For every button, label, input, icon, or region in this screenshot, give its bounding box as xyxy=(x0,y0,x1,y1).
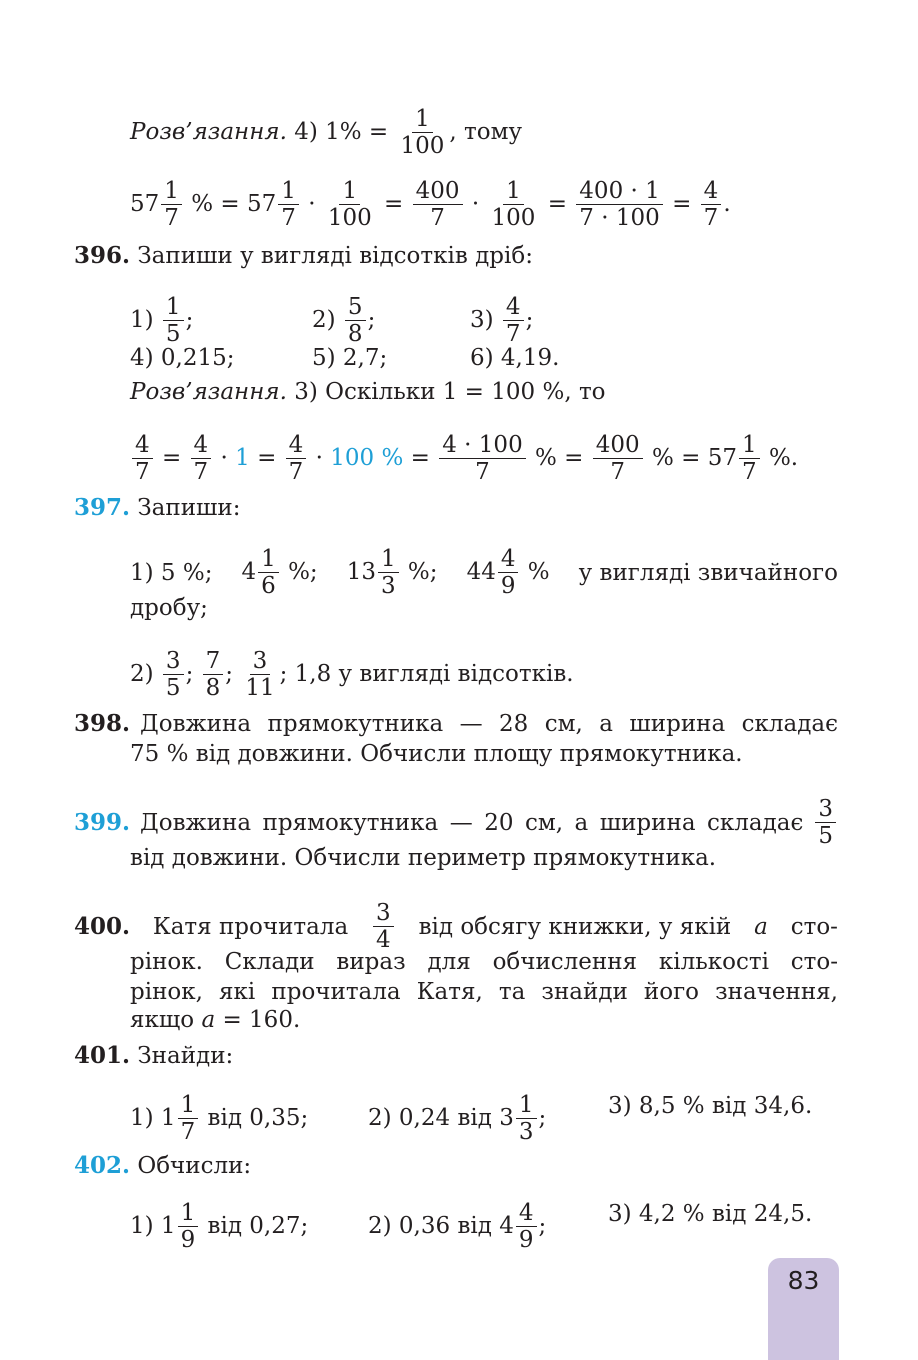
exercise-397-line-2: 2) $\frac{3}{5}$ ; $\frac{7}{8}$ ; $\frac{3}{11}$ ; 1,8 у вигляді відсотків. xyxy=(130,648,574,702)
page-number-tab xyxy=(768,1258,839,1360)
exercise-398-line-1: 398. Довжина прямокутника — 28 см, а ширина складає xyxy=(74,710,838,737)
exercise-399-line-2: від довжини. Обчисли периметр прямокутника. xyxy=(130,845,717,871)
exercise-400-line-4: якщо a = 160. xyxy=(130,1007,301,1033)
exercise-397-line-1b: дробу; xyxy=(130,595,208,621)
exercise-400-line-2: рінок. Склади вираз для обчислення кількості сто- xyxy=(130,949,838,975)
exercise-398-line-2: 75 % від довжини. Обчисли площу прямокутника. xyxy=(130,741,743,767)
solution-top-line: Розв’язання. 4) 1% = $\frac{1}{100}$ , тому xyxy=(130,106,523,160)
exercise-number: 401. xyxy=(74,1042,131,1069)
fraction: $\frac{1}{100}$ xyxy=(400,106,445,160)
exercise-number: 400. xyxy=(74,912,131,940)
exercise-number: 402. xyxy=(74,1152,131,1179)
exercise-396-row-1: 1) $\frac{1}{5}$ ; 2) $\frac{5}{8}$ ; 3) $\frac{4}{7}$ ; xyxy=(130,294,534,348)
exercise-number: 397. xyxy=(74,494,131,521)
exercise-396-equation: $\frac{4}{7}$ = $\frac{4}{7}$ · 1 = $\frac{4}{7}$ · 100 % = $\frac{4 \cdot 100}{7}$ % = $\frac{400}{7}$ % = 57 $\frac{1}{7}$ %. xyxy=(130,432,838,486)
solution-label: Розв’язання. xyxy=(130,118,287,145)
exercise-401-title: 401. Знайди: xyxy=(74,1042,234,1069)
exercise-number: 399. xyxy=(74,808,131,836)
exercise-402-items: 1) 1 $\frac{1}{9}$ від 0,27; 2) 0,36 від 4 $\frac{4}{9}$ ; 3) 4,2 % від 24,5. xyxy=(130,1200,813,1254)
page-number: 83 xyxy=(787,1266,820,1295)
exercise-number: 398. xyxy=(74,710,131,737)
exercise-402-title: 402. Обчисли: xyxy=(74,1152,252,1179)
exercise-397-title: 397. Запиши: xyxy=(74,494,241,521)
exercise-397-line-1: 1) 5 %; 4 $\frac{1}{6}$ %; 13 $\frac{1}{3}$ %; 44 $\frac{4}{9}$ % у вигляді звичайного xyxy=(130,546,838,600)
exercise-396-title: 396. Запиши у вигляді відсотків дріб: xyxy=(74,242,533,269)
exercise-400-line-1: 400. Катя прочитала $\frac{3}{4}$ від обсягу книжки, у якій a сто- xyxy=(74,900,838,954)
exercise-401-items: 1) 1 $\frac{1}{7}$ від 0,35; 2) 0,24 від 3 $\frac{1}{3}$ ; 3) 8,5 % від 34,6. xyxy=(130,1092,813,1146)
exercise-396-solution: Розв’язання. 3) Оскільки 1 = 100 %, то xyxy=(130,379,606,405)
exercise-number: 396. xyxy=(74,242,131,269)
exercise-400-line-3: рінок, які прочитала Катя, та знайди його значення, xyxy=(130,979,838,1005)
solution-top-equation: 57 $\frac{1}{7}$ % = 57 $\frac{1}{7}$ · $\frac{1}{100}$ = $\frac{400}{7}$ · $\frac{1}{100}$ = $\frac{400 \cdot 1}{7 \cdot 100}$ = $\frac{4}{7}$ . xyxy=(130,178,731,232)
exercise-399-line-1: 399. Довжина прямокутника — 20 см, а ширина складає $\frac{3}{5}$ xyxy=(74,796,838,850)
